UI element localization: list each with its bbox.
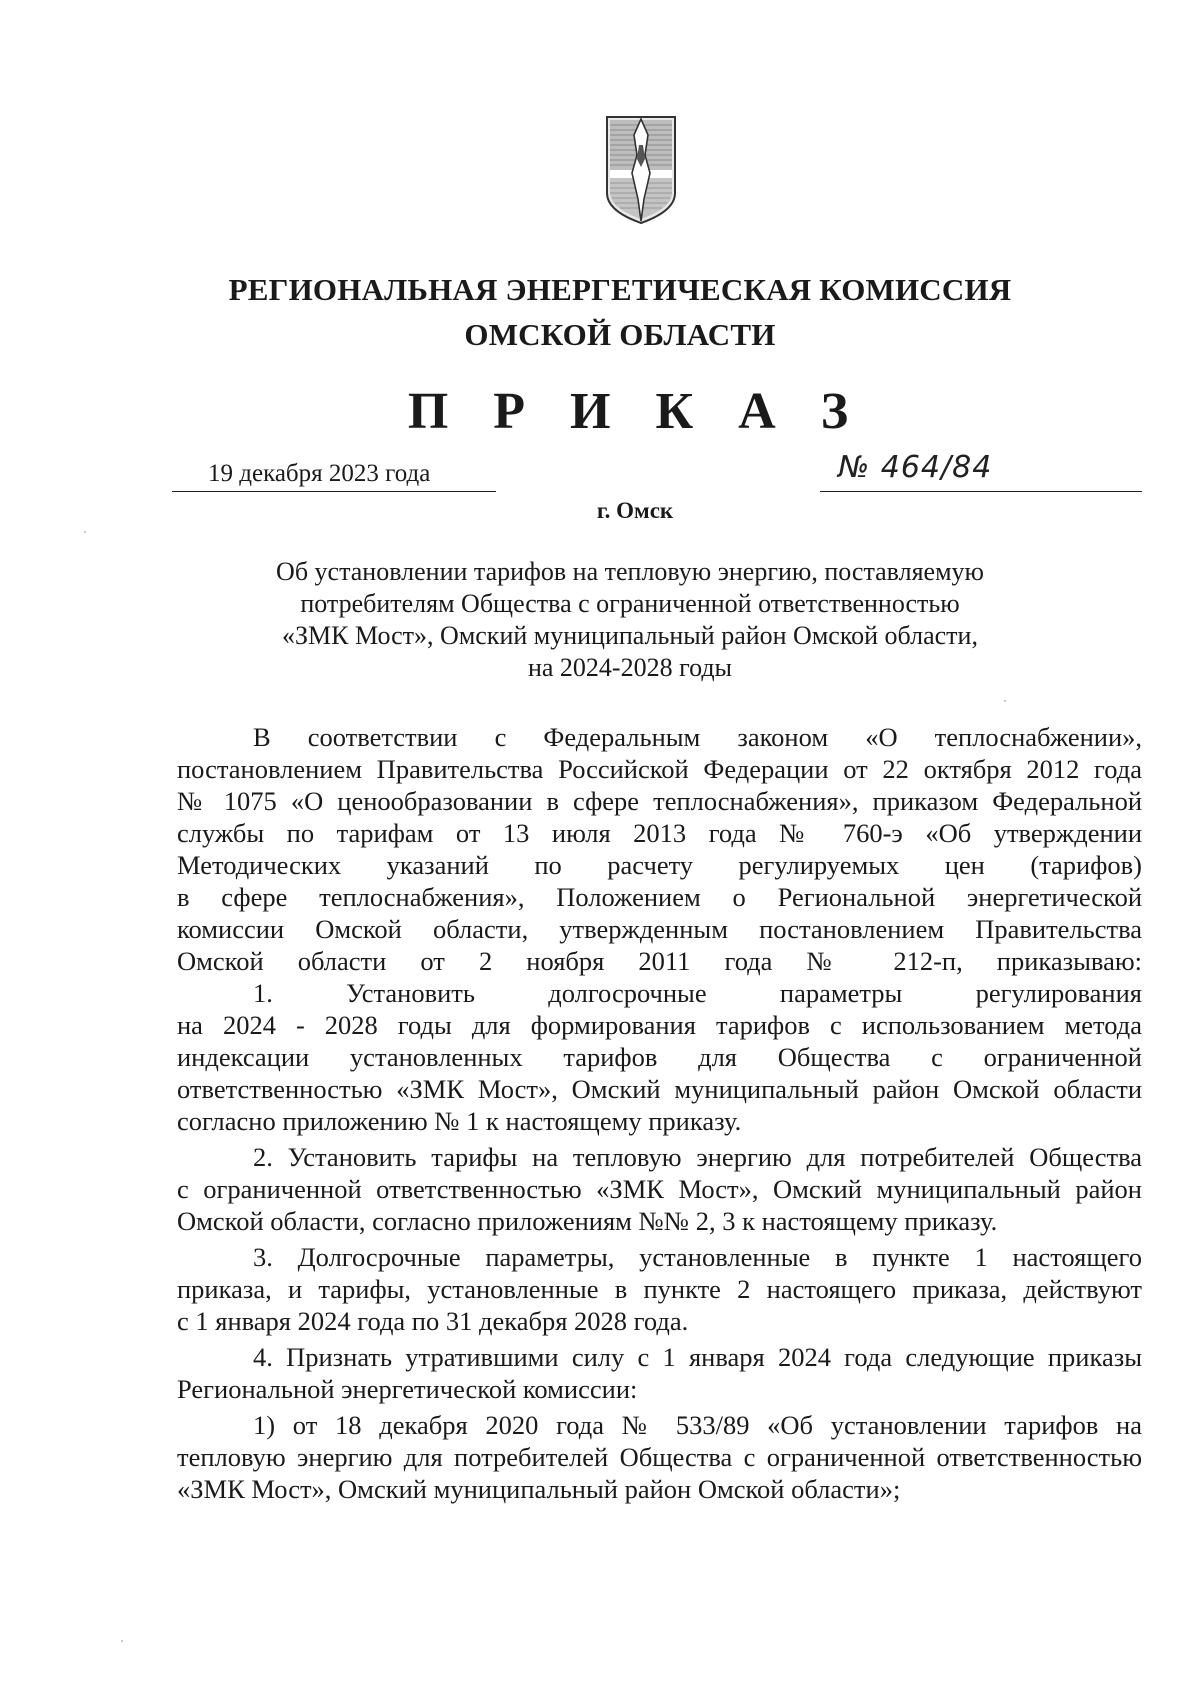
body-line: тепловую энергию для потребителей Общества с ограниченной ответственностью bbox=[177, 1442, 1142, 1472]
body-line: 1) от 18 декабря 2020 года № 533/89 «Об установлении тарифов на bbox=[253, 1410, 1142, 1440]
body-line: 2. Установить тарифы на тепловую энергию для потребителей Общества bbox=[253, 1142, 1142, 1172]
body-line: ответственностью «ЗМК Мост», Омский муниципальный район Омской области bbox=[177, 1074, 1142, 1104]
number-underline bbox=[820, 491, 1142, 492]
scan-speck bbox=[121, 1640, 123, 1642]
body-line: № 1075 «О ценообразовании в сфере теплоснабжения», приказом Федеральной bbox=[177, 786, 1142, 816]
body-line: постановлением Правительства Российской Федерации от 22 октября 2012 года bbox=[177, 754, 1142, 784]
organization-name-line2: ОМСКОЙ ОБЛАСТИ bbox=[464, 317, 776, 352]
body-line: «ЗМК Мост», Омский муниципальный район Омской области»; bbox=[177, 1474, 901, 1504]
body-line: службы по тарифам от 13 июля 2013 года № 760-э «Об утверждении bbox=[177, 818, 1142, 848]
body-line: 4. Признать утратившими силу с 1 января 2024 года следующие приказы bbox=[253, 1342, 1142, 1372]
scan-speck bbox=[84, 531, 86, 533]
document-title: П Р И К А З bbox=[407, 383, 865, 440]
body-line: с 1 января 2024 года по 31 декабря 2028 года. bbox=[177, 1306, 689, 1336]
document-date: 19 декабря 2023 года bbox=[208, 460, 431, 487]
body-line: 1. Установить долгосрочные параметры регулирования bbox=[253, 978, 1142, 1008]
body-line: Региональной энергетической комиссии: bbox=[177, 1374, 638, 1404]
body-line: Методических указаний по расчету регулируемых цен (тарифов) bbox=[177, 850, 1142, 880]
scan-speck bbox=[1004, 700, 1006, 702]
body-line: Омской области, согласно приложениям №№ 2, 3 к настоящему приказу. bbox=[177, 1206, 998, 1236]
body-line: В соответствии с Федеральным законом «О теплоснабжении», bbox=[253, 722, 1142, 752]
body-line: комиссии Омской области, утвержденным постановлением Правительства bbox=[177, 914, 1142, 944]
subject-line: на 2024-2028 годы bbox=[527, 653, 733, 682]
document-number: № 464/84 bbox=[838, 450, 993, 485]
body-line: Омской области от 2 ноября 2011 года № 212-п, приказываю: bbox=[177, 946, 1142, 976]
subject-line: Об установлении тарифов на тепловую энергию, поставляемую bbox=[276, 557, 984, 586]
body-line: согласно приложению № 1 к настоящему приказу. bbox=[177, 1106, 742, 1136]
body-line: в сфере теплоснабжения», Положением о Региональной энергетической bbox=[177, 882, 1142, 912]
omsk-region-coat-of-arms-icon bbox=[604, 115, 678, 225]
subject-line: потребителям Общества с ограниченной ответственностью bbox=[300, 589, 960, 618]
body-line: 3. Долгосрочные параметры, установленные в пункте 1 настоящего bbox=[253, 1242, 1142, 1272]
body-line: приказа, и тарифы, установленные в пункте 2 настоящего приказа, действуют bbox=[177, 1274, 1142, 1304]
body-line: индексации установленных тарифов для Общества с ограниченной bbox=[177, 1042, 1142, 1072]
city: г. Омск bbox=[596, 498, 674, 523]
date-underline bbox=[172, 491, 496, 492]
organization-name-line1: РЕГИОНАЛЬНАЯ ЭНЕРГЕТИЧЕСКАЯ КОМИССИЯ bbox=[228, 272, 1012, 307]
subject-line: «ЗМК Мост», Омский муниципальный район Омской области, bbox=[282, 621, 978, 650]
body-line: с ограниченной ответственностью «ЗМК Мост», Омский муниципальный район bbox=[177, 1174, 1142, 1204]
body-line: на 2024 - 2028 годы для формирования тарифов с использованием метода bbox=[177, 1010, 1142, 1040]
